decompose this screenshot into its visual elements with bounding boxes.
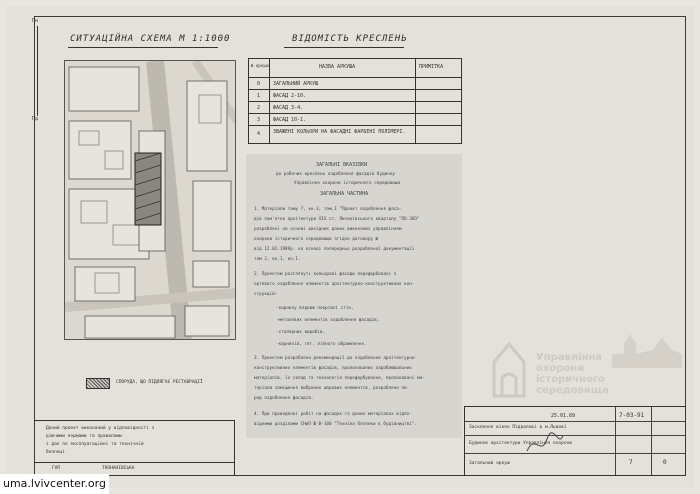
watermark-line: історичного	[536, 374, 605, 385]
notes-heading: ЗАГАЛЬНІ ВКАЗІВКИ	[316, 162, 368, 168]
notes-line: охорони історичного середовища згідно договору №	[254, 237, 379, 242]
table-row-name: ФАСАД 2-10.	[273, 93, 307, 99]
notes-line: відними розділами СНиП Ш-В-100 "Техніка безпеки в будівництві".	[254, 422, 417, 427]
table-row-num: 0	[257, 81, 261, 87]
notes-subheading: Управління охорони історичного середовища	[294, 181, 401, 186]
notes-line: ряд оздоблення фасадів.	[254, 396, 314, 401]
table-row-num: 4	[257, 131, 261, 137]
watermark-line: охорони	[536, 363, 585, 374]
notes-heading: ЗАГАЛЬНА ЧАСТИНА	[320, 191, 369, 197]
watermark	[484, 324, 684, 408]
title-block	[464, 406, 686, 476]
table-row-name: ЗАГАЛЬНИЙ АРКУШ	[273, 81, 319, 87]
stamp-code: 7-03-91	[619, 412, 645, 419]
notes-line: конструктивних елементів фасадів, пропонованих оздоблювальних	[254, 366, 412, 371]
general-notes	[246, 154, 462, 438]
notes-line: 2. Проектом розглянуті кольорові фасади перефарбовані з	[254, 272, 397, 277]
notes-subheading: до робочих креслень оздоблення фасадів будинку	[276, 172, 395, 177]
map-title-underline	[68, 47, 218, 48]
note-block-divider	[34, 462, 234, 463]
notes-line: 4. При проведенні робіт на фасадах та даних матеріалах відпо-	[254, 412, 412, 417]
drawing-sheet	[6, 6, 694, 488]
situation-map	[64, 60, 236, 340]
notes-line: розроблені на основі вихідних даних виконаних управлінням	[254, 227, 402, 232]
table-row-num: 2	[257, 105, 261, 111]
gip-name: ТКОНАНІВСЬКА	[102, 466, 135, 471]
notes-line: том 2, кн.1, кн.1.	[254, 257, 301, 262]
stamp-date: 25.01.89	[551, 413, 576, 419]
map-title: СИТУАЦІЙНА СХЕМА М 1:1000	[70, 34, 231, 44]
note-line: безпеці	[46, 450, 65, 455]
notes-line: від 12.02.1989р. на основі попередньо розробленої документації	[254, 247, 415, 252]
table-row-name: ФАСАД 10-1.	[273, 117, 307, 123]
church-silhouette-icon	[612, 328, 682, 368]
notes-line: -металевих елементів оздоблення фасадів,	[276, 318, 380, 323]
table-header-name: НАЗВА АРКУША	[319, 64, 356, 70]
north-label: Пн	[32, 18, 39, 24]
drawing-list-table	[248, 58, 462, 144]
table-row-num: 1	[257, 93, 261, 99]
note-line: і дає по експлуатаційні та технічній	[46, 442, 144, 447]
watermark-line: середовища	[536, 385, 609, 396]
note-line: Даний проект виконаний у відповідності з	[46, 426, 155, 431]
notes-line: матеріалів, їх склад та технологія перефарбування, пропоновані ма-	[254, 376, 425, 381]
notes-line: струкцій:	[254, 292, 278, 297]
notes-line: дів пам'яток архітектури XIX ст. Личаківського кварталу "ПО.ЗОО"	[254, 217, 420, 222]
table-row-name: ФАСАД 3-4.	[273, 105, 304, 111]
notes-line: 3. Проектом розроблено рекомендації до оздоблення архітектурно-	[254, 356, 417, 361]
watermark-line: Управління	[536, 352, 602, 363]
notes-line: теріали заміщення вибраних шарових елементів, розроблено по-	[254, 386, 410, 391]
legend-text: СПОРУДА, ЩО ПІДЛЯГАЄ РЕСТАВРАЦІЇ	[116, 380, 203, 385]
stamp-project: Засклення вікон Підвалові в м.Львові	[469, 425, 567, 430]
notes-line: -столярних виробів,	[276, 330, 326, 335]
table-header-num: № аркуша	[251, 63, 271, 68]
notes-line: -карнизів, тяг, ліпного обрамлення.	[276, 342, 367, 347]
list-title: ВІДОМІСТЬ КРЕСЛЕНЬ	[292, 34, 408, 44]
notes-line: ортевого оздоблення елементів архітектурно-конструктивних кон-	[254, 282, 415, 287]
gip-label: ГАП	[52, 466, 61, 471]
signature-scribble	[525, 429, 565, 459]
stamp-organization: Будинок архітектури Управління охорони	[469, 441, 572, 446]
note-line: діючими нормами та правилами	[46, 434, 122, 439]
stamp-sheet-number: 7	[629, 459, 633, 466]
legend-hatch-swatch	[86, 378, 110, 389]
stamp-sheet-title: Загальний аркуш	[469, 461, 510, 466]
stamp-sheet-total: 0	[663, 459, 667, 466]
map-drawing	[65, 61, 236, 340]
tower-icon	[484, 338, 534, 398]
note-block-border	[34, 420, 234, 421]
source-url: uma.lvivcenter.org	[0, 474, 109, 494]
note-block-border	[234, 420, 235, 476]
south-label: Пд	[32, 116, 39, 122]
table-row-num: 3	[257, 117, 261, 123]
north-arrow-line	[37, 26, 38, 116]
table-row-name: ЗВАЖЕНІ КОЛЬОРИ НА ФАСАДНІ ФАРБЕНІ ПОЛІМЕРІ.	[273, 129, 406, 135]
table-header-note: ПРИМІТКА	[419, 64, 444, 70]
notes-line: -карнизу вздовж покрівлі стін,	[276, 306, 354, 311]
notes-line: 1. Матеріали тому 7, кн.3, том.I "Проект оздоблення фаса-	[254, 207, 402, 212]
list-title-underline	[284, 47, 404, 48]
restoration-building	[135, 153, 161, 225]
